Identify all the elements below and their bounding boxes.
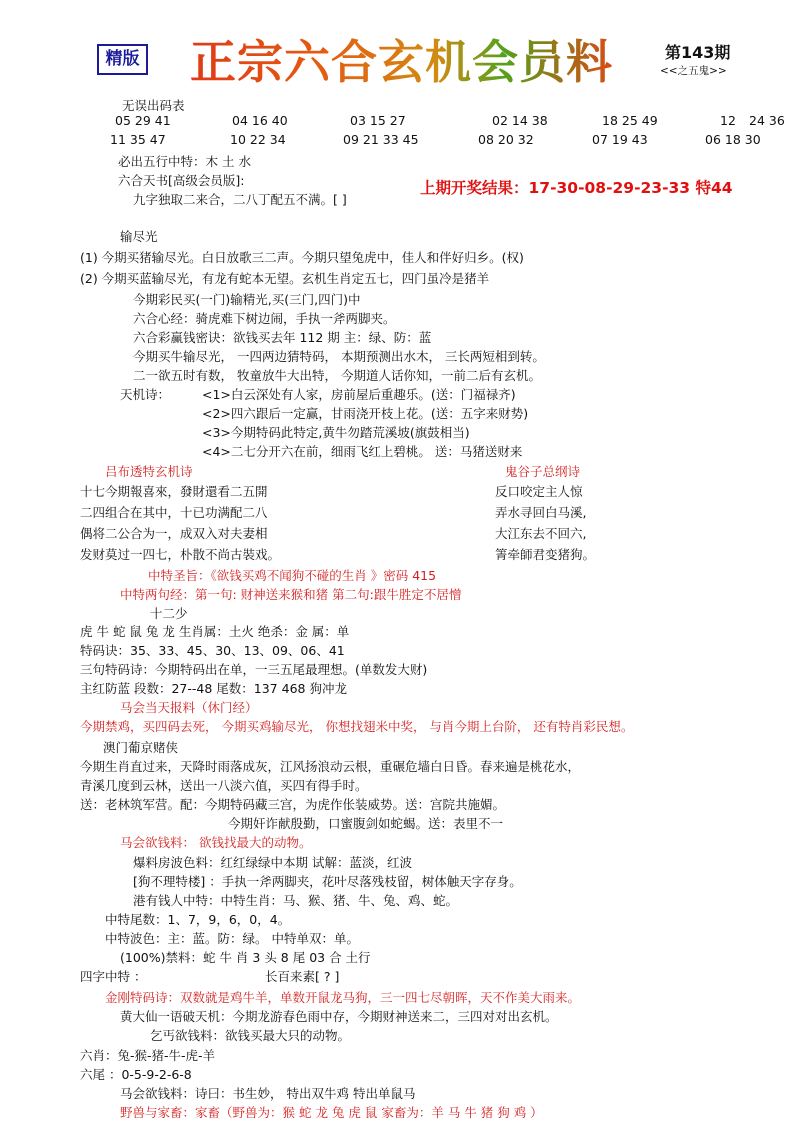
poem-line: 反口咬定主人惊: [495, 484, 583, 499]
macau-title: 澳门葡京赌侠: [103, 740, 179, 755]
poem-left: [80, 481, 280, 565]
issue-subtitle: <<之五鬼>>: [660, 65, 727, 77]
sizi-label: 四字中特 ：: [80, 969, 147, 984]
code-cell: 18 25 49: [602, 113, 658, 128]
poem-line: 十七今期報喜來，發財還看二五開: [80, 484, 268, 499]
zhongte-line: 中特圣旨：《欲钱买鸡不闻狗不碰的生肖 》密码 415: [148, 568, 437, 583]
macau-line: 送：老林筑军营。配：今期特码藏三宫，为虎作伥装威势。送：宫院共施媚。: [80, 797, 506, 812]
last-result: 上期开奖结果：17-30-08-29-23-33 特44: [420, 179, 733, 197]
qigai-line: 乞丐欲钱料：欲钱买最大只的动物。: [150, 1028, 351, 1043]
tianbao-line: 今期禁鸡，买四码去死， 今期买鸡输尽光， 你想找翅米中奖， 与肖今期上台阶， 还有特肖彩民想。: [80, 719, 634, 734]
code-cell: 05 29 41: [115, 113, 171, 128]
tianbao-title: 马会当天报料（休门经）: [120, 700, 258, 715]
yeshou-line: 野兽与家畜：家畜（野兽为：猴 蛇 龙 兔 虎 鼠 家畜为：羊 马 牛 猪 狗 鸡 ）: [120, 1105, 543, 1120]
tianshu-title: 六合天书[高级会员版]:: [118, 173, 245, 188]
mahui2-line: 马会欲钱料：诗曰：书生妙， 特出双牛鸡 特出单鼠马: [120, 1086, 416, 1101]
code-cell: 12: [720, 113, 736, 128]
code-cell: 02 14 38: [492, 113, 548, 128]
wuxing-line: 必出五行中特：木 土 水: [118, 154, 251, 169]
tianji-label: 天机诗：: [120, 387, 171, 402]
luoguang-line: 今期买牛输尽光， 一四两边猜特码， 本期预测出水木， 三长两短相到转。: [133, 349, 545, 364]
mahui-title: 马会欲钱料： 欲钱找最大的动物。: [120, 835, 312, 850]
macau-line: 今期生肖直过来，天降时雨落成灰，江风扬浪动云根，重碾危墙白日昏。春来遍是桃花水，: [80, 759, 581, 774]
poem-line: 弄水寻回白马溪,: [495, 505, 587, 520]
poem-line: 二四组合在其中，十已功满配二八: [80, 505, 268, 520]
tianshu-line: 九字独取二来合，二八丁配五不满。[ ]: [133, 192, 347, 207]
huangdaxian-line: 黄大仙一语破天机：今期龙游春色雨中存，今期财神送来二，三四对对出玄机。: [120, 1009, 558, 1024]
shengxiao-line: 主红防蓝 段数：27--48 尾数：137 468 狗冲龙: [80, 681, 347, 696]
liangju-line: 中特两句经：第一句: 财神送来猴和猪 第二句:跟牛胜定不居憎: [120, 587, 462, 602]
code-cell: 04 16 40: [232, 113, 288, 128]
luoguang-line: 六合彩赢钱密诀：欲钱买去年 112 期 主：绿、防：蓝: [133, 330, 432, 345]
code-cell: 11 35 47: [110, 132, 166, 147]
tianji-line: <4>二七分开六在前，细雨飞红上碧桃。 送：马猪送财来: [202, 444, 523, 459]
section-title-luoguang: 输尽光: [120, 229, 158, 244]
luoguang-item-1: (1) 今期买猪输尽光。白日放歌三二声。今期只望兔虎中，佳人和伴好归乡。(权): [80, 250, 524, 265]
poem-line: 偶将二公合为一，成双入对夫妻相: [80, 526, 268, 541]
shengxiao-line: 虎 牛 蛇 鼠 兔 龙 生肖属：土火 绝杀：金 属：单: [80, 624, 350, 639]
luoguang-line: 六合心经：骑虎难下树边闹，手执一斧两脚夹。: [133, 311, 396, 326]
poem-line: 大江东去不回六,: [495, 526, 587, 541]
mahui-baoliao: 爆料房波色料：红红绿绿中本期 试解：蓝淡，红波: [133, 855, 412, 870]
luoguang-line: 二一欲五时有数， 牧童放牛大出特， 今期道人话你知，一前二后有玄机。: [133, 368, 541, 383]
poem-line: 发财莫过一四七，朴散不尚古裝戏。: [80, 547, 281, 562]
code-cell: 24 36: [749, 113, 785, 128]
liuxiao-line: 六肖：兔-猴-猪-牛-虎-羊: [80, 1048, 216, 1063]
poem-right: [495, 481, 595, 565]
mahui-puzzle: [狗不理特楼] ：手执一斧两脚夹，花叶尽落残枝留，树体触天字存身。: [133, 874, 522, 889]
code-cell: 08 20 32: [478, 132, 534, 147]
premium-badge: 精版: [97, 44, 148, 75]
code-cell: 09 21 33 45: [343, 132, 419, 147]
macau-line: 今期奸诈献殷勤，口蜜腹剑如蛇蝎。送：表里不一: [228, 816, 504, 831]
mahui-bose: 中特波色：主：蓝。防：绿。 中特单双：单。: [105, 931, 359, 946]
liuwei-line: 六尾 ：0-5-9-2-6-8: [80, 1067, 192, 1082]
poem-left-title: 吕布透特玄机诗: [105, 464, 193, 479]
code-cell: 07 19 43: [592, 132, 648, 147]
code-cell: 03 15 27: [350, 113, 406, 128]
tianji-line: <1>白云深处有人家，房前屋后重趣乐。(送：门福禄齐): [202, 387, 516, 402]
issue-number: 第143期: [665, 43, 731, 62]
luoguang-line: 今期彩民买(一门)输精光,买(三门,四门)中: [133, 292, 361, 307]
poem-right-title: 鬼谷子总纲诗: [505, 464, 581, 479]
page-title: 正宗六合玄机会员料: [190, 26, 613, 92]
code-cell: 06 18 30: [705, 132, 761, 147]
code-cell: 10 22 34: [230, 132, 286, 147]
shengxiao-line: 三句特码诗：今期特码出在单，一三五尾最理想。(单数发大财): [80, 662, 428, 677]
code-table-title: 无误出码表: [122, 98, 185, 113]
tianji-line: <3>今期特码此特定,黄牛勿踏荒溪坡(旗鼓相当): [202, 425, 470, 440]
mahui-jinliao: (100%)禁料：蛇 牛 肖 3 头 8 尾 03 合 土行: [120, 950, 371, 965]
mahui-weishu: 中特尾数：1、7，9，6，0，4。: [105, 912, 291, 927]
luoguang-item-2: (2) 今期买蓝输尽光，有龙有蛇本无望。玄机生肖定五七，四门虽冷是猪羊: [80, 271, 490, 286]
macau-line: 青溪几度到云林，送出一八淡六值，买四有得手时。: [80, 778, 368, 793]
tianji-line: <2>四六跟后一定赢，甘雨浇开枝上花。(送：五字来财势): [202, 406, 529, 421]
shengxiao-line: 特码诀：35、33、45、30、13、09、06、41: [80, 643, 345, 658]
poem-line: 箐牵師君变猪狗。: [495, 547, 596, 562]
sizi-value: 长百来素[ ? ]: [265, 969, 340, 984]
shierxiao: 十二少: [150, 606, 188, 621]
jingang-line: 金刚特码诗：双数就是鸡牛羊，单数开鼠龙马狗，三一四七尽朝晖，天不作美大雨来。: [105, 990, 581, 1005]
mahui-gangjing: 港有钱人中特：中特生肖：马、猴、猪、牛、兔、鸡、蛇。: [133, 893, 459, 908]
